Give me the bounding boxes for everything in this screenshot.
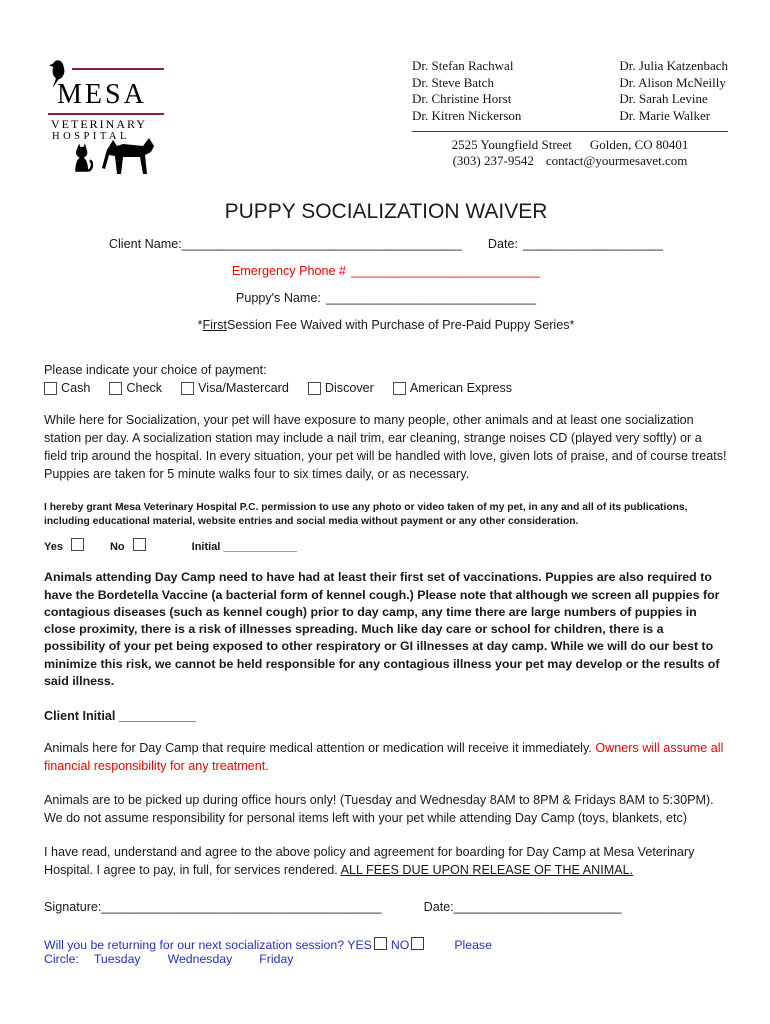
email-address: contact@yourmesavet.com	[545, 153, 688, 168]
checkbox-returning-no[interactable]	[411, 937, 424, 950]
emergency-phone-line[interactable]: ___________________________	[351, 264, 541, 278]
doctor-name: Dr. Marie Walker	[619, 107, 711, 123]
returning-question-row	[44, 937, 728, 966]
logo-veterinary-text: VETERINARY	[51, 117, 147, 131]
circle-day-friday[interactable]: Friday	[259, 952, 294, 967]
signature-date-line[interactable]: ________________________	[453, 900, 622, 915]
doctor-name: Dr. Steve Batch	[412, 74, 494, 90]
socialization-paragraph: While here for Socialization, your pet will have exposure to many people, other animals and at least one socialization station per day. A socialization station may include a nail trim, ear cleaning, strange noises CD (played very softly) or a field trip around the hospital. In every situation, your pet will be handled with love, given lots of praise, and of course treats! Puppies are taken for 5 minute walks four to six times daily, or as necessary.	[44, 413, 727, 481]
payment-option-label: Discover	[324, 381, 374, 395]
doctor-list	[412, 58, 728, 124]
returning-question: Will you be returning for our next socialization session? YES	[44, 938, 372, 953]
spacer	[534, 153, 546, 169]
checkbox-photo-no[interactable]	[133, 538, 146, 551]
payment-option-visa-mastercard	[181, 381, 289, 395]
payment-option-american-express	[393, 381, 512, 395]
page-title: PUPPY SOCIALIZATION WAIVER	[224, 200, 548, 223]
medical-paragraph	[44, 739, 728, 775]
payment-option-label: American Express	[409, 381, 513, 395]
payment-option-check	[109, 381, 162, 395]
payment-option-label: Visa/Mastercard	[198, 381, 289, 395]
signature-date-label: Date:	[423, 900, 454, 915]
promo-star: *	[197, 318, 203, 332]
dog-icon	[98, 136, 160, 176]
puppy-name-row	[44, 291, 728, 305]
client-name-line[interactable]: ________________________________________	[181, 237, 462, 251]
signature-label: Signature:	[44, 900, 102, 915]
mesa-vet-logo	[44, 58, 166, 176]
date-line[interactable]: ____________________	[522, 237, 664, 251]
agreement-paragraph	[44, 843, 728, 879]
document-header	[44, 58, 728, 176]
medical-red-text: Owners will assume all financial responsibility for any treatment.	[44, 741, 724, 774]
client-initial-line[interactable]: ___________	[118, 709, 196, 724]
logo-divider	[72, 68, 164, 70]
logo-mesa-text: MESA	[57, 79, 147, 110]
photo-initial-label: Initial	[191, 541, 221, 554]
photo-permission-paragraph: I hereby grant Mesa Veterinary Hospital P.C. permission to use any photo or video taken of my pet, in any and all of its publications, including educational material, website entries and social media without payment or any other consideration.	[44, 502, 688, 527]
practice-info	[412, 58, 728, 169]
date-label: Date:	[487, 237, 518, 251]
photo-initial-line[interactable]: ____________	[223, 541, 297, 554]
checkbox-discover[interactable]	[308, 382, 321, 395]
doctor-name: Dr. Julia Katzenbach	[619, 58, 728, 73]
emergency-phone-label: Emergency Phone #	[231, 264, 346, 278]
photo-no-label: No	[109, 541, 125, 554]
doctor-name: Dr. Sarah Levine	[619, 91, 708, 106]
client-name-date-row	[44, 237, 728, 251]
payment-prompt: Please indicate your choice of payment:	[44, 363, 267, 377]
circle-day-tuesday[interactable]: Tuesday	[93, 952, 141, 967]
cat-icon	[72, 142, 93, 174]
payment-option-cash	[44, 381, 90, 395]
header-divider	[412, 131, 728, 132]
payment-option-label: Cash	[61, 381, 91, 395]
circle-day-wednesday[interactable]: Wednesday	[167, 952, 233, 967]
signature-line[interactable]: ________________________________________	[101, 900, 382, 915]
medical-text: Animals here for Day Camp that require medical attention or medication will receive it immediately.	[44, 741, 596, 756]
returning-no-label: NO	[390, 938, 410, 953]
checkbox-visa-mastercard[interactable]	[181, 382, 194, 395]
checkbox-returning-yes[interactable]	[374, 937, 387, 950]
checkbox-check[interactable]	[109, 382, 122, 395]
signature-row	[44, 900, 728, 914]
photo-permission-response-row	[44, 538, 728, 553]
spacer	[572, 137, 590, 153]
phone-number: (303) 237-9542	[452, 153, 534, 168]
doctors-column-2	[619, 58, 728, 124]
promo-text: Session Fee Waived with Purchase of Pre-Paid Puppy Series*	[226, 318, 575, 332]
address-line	[412, 137, 728, 153]
checkbox-american-express[interactable]	[393, 382, 406, 395]
payment-options-row	[44, 381, 728, 395]
puppy-name-label: Puppy's Name:	[235, 291, 321, 305]
doctor-name: Dr. Kitren Nickerson	[412, 107, 522, 123]
payment-option-discover	[308, 381, 374, 395]
photo-yes-label: Yes	[44, 541, 63, 554]
client-initial-label: Client Initial	[44, 709, 116, 724]
client-name-label: Client Name:	[108, 237, 182, 251]
doctor-name: Dr. Alison McNeilly	[619, 74, 726, 90]
logo-hospital-text: HOSPITAL	[52, 131, 130, 142]
promo-line	[44, 318, 728, 332]
contact-line	[412, 153, 728, 169]
promo-first-word: First	[202, 318, 227, 332]
agreement-text: I have read, understand and agree to the above policy and agreement for boarding for Day Camp at Mesa Veterinary Hospital. I agree to pay, in full, for services rendered.	[44, 845, 695, 878]
payment-option-label: Check	[126, 381, 163, 395]
vaccination-paragraph: Animals attending Day Camp need to have had at least their first set of vaccinations. Puppies are also required to have the Bordetella Vaccine (a bacterial form of kennel cough.) Please note that although we screen all puppies for contagious diseases (such as kennel cough) prior to day camp, any time there are large numbers of puppies in close proximity, there is a risk of illnesses spreading. Much like day care or school for children, there is a possibility of your pet being exposed to other respiratory or GI illnesses at day camp. While we will do our best to minimize this risk, we cannot be held responsible for any contagious illness your pet may develop or the results of said illness.	[44, 570, 720, 689]
checkbox-cash[interactable]	[44, 382, 57, 395]
client-initial-row	[44, 709, 728, 723]
doctor-name: Dr. Stefan Rachwal	[412, 58, 514, 73]
city-state-zip: Golden, CO 80401	[589, 137, 689, 152]
agreement-underline-text: ALL FEES DUE UPON RELEASE OF THE ANIMAL.	[340, 863, 634, 878]
pickup-paragraph: Animals are to be picked up during office hours only! (Tuesday and Wednesday 8AM to 8PM & Fridays 8AM to 5:30PM). We do not assume responsibility for personal items left with your pet while attending Day Camp (toys, blankets, etc)	[44, 793, 714, 826]
doctor-name: Dr. Christine Horst	[412, 91, 512, 106]
logo-divider	[48, 113, 164, 115]
puppy-name-line[interactable]: ______________________________	[325, 291, 537, 305]
emergency-phone-row	[44, 264, 728, 278]
street-address: 2525 Youngfield Street	[451, 137, 572, 152]
checkbox-photo-yes[interactable]	[71, 538, 84, 551]
signature-date-group	[424, 900, 622, 914]
doctors-column-1	[412, 58, 521, 124]
please-circle-label: Please Circle:	[44, 938, 492, 967]
